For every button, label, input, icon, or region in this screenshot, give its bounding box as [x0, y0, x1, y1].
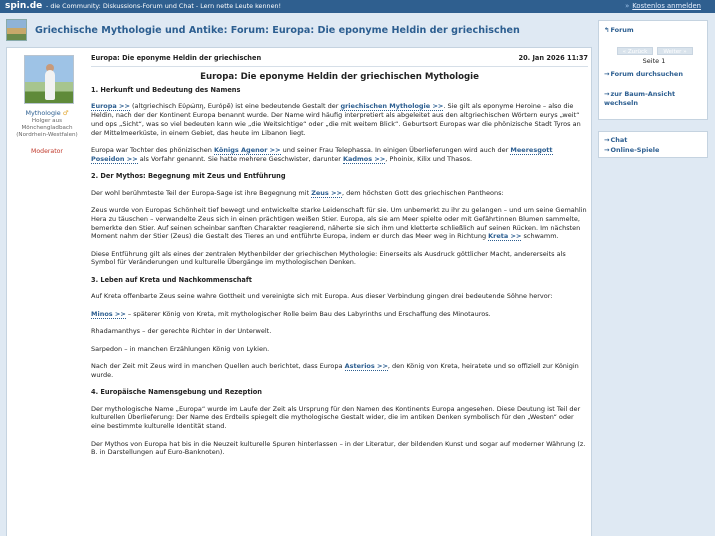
link-kadmos[interactable]: Kadmos >> — [342, 154, 386, 163]
paragraph: Sarpedon – in manchen Erzählungen König von Lykien. — [91, 344, 270, 353]
link-asterios[interactable]: Asterios >> — [344, 361, 388, 370]
section-heading: 4. Europäische Namensgebung und Rezeption — [91, 388, 262, 397]
section-heading: 2. Der Mythos: Begegnung mit Zeus und Entführung — [91, 172, 286, 180]
paragraph: Europa war Tochter des phönizischen Königs Agenor >> und seiner Frau Telephassa. In einigen Überlieferungen wird auch der Meeresgott Poseidon >> als Vorfahr genannt. Sie hatte mehrere Geschwister, darunter Kadmos >>, Phoinix, Kilix und Thasos. — [91, 145, 553, 163]
post-title: Europa: Die eponyme Heldin der griechischen Mythologie — [200, 72, 479, 82]
post-header — [91, 53, 588, 67]
forum-thumbnail[interactable] — [6, 19, 27, 41]
breadcrumb-topic: Europa: Die eponyme Heldin der griechischen — [272, 25, 520, 36]
page-indicator: Seite 1 — [642, 57, 666, 65]
prev-page-button[interactable]: « Zurück — [617, 47, 653, 55]
site-logo[interactable]: spin.de — [5, 1, 43, 11]
breadcrumb-forum-name[interactable]: Griechische Mythologie und Antike: — [35, 25, 228, 36]
paragraph: Auf Kreta offenbarte Zeus seine wahre Gottheit und vereinigte sich mit Europa. Aus dieser Verbindung gingen drei bedeutende Söhne hervor: — [91, 292, 553, 301]
arrow-icon: → — [604, 136, 610, 144]
forum-nav-box — [598, 20, 708, 120]
link-poseidon[interactable]: Meeresgott Poseidon >> — [91, 145, 553, 163]
gender-icon: ♂ — [62, 109, 69, 117]
link-zeus[interactable]: Zeus >> — [311, 188, 342, 197]
post-container — [6, 47, 592, 536]
arrow-icon: → — [604, 90, 610, 98]
pager — [617, 47, 693, 55]
paragraph: Der wohl berühmteste Teil der Europa-Sage ist ihre Begegnung mit Zeus >>, dem höchsten Gott des griechischen Pantheons: — [91, 188, 504, 197]
chat-link[interactable]: →Chat — [604, 136, 628, 144]
paragraph: Nach der Zeit mit Zeus wird in manchen Quellen auch berichtet, dass Europa Asterios >>, den König von Kreta, heiratete und so offiziell zur Königin wurde. — [91, 361, 579, 379]
link-griechische-mythologie[interactable]: griechischen Mythologie >> — [340, 102, 444, 111]
post-subject: Europa: Die eponyme Heldin der griechischen — [91, 54, 262, 62]
tree-view-link[interactable]: →zur Baum-Ansicht wechseln — [604, 90, 676, 107]
author-name[interactable] — [7, 109, 87, 117]
next-page-button[interactable]: Weiter » — [657, 47, 693, 55]
top-bar — [0, 0, 715, 13]
paragraph: Rhadamanthys – der gerechte Richter in der Unterwelt. — [91, 327, 272, 336]
link-agenor[interactable]: Königs Agenor >> — [213, 145, 281, 154]
author-role: Moderator — [31, 148, 63, 155]
breadcrumb: Griechische Mythologie und Antike: Forum: Europa: Die eponyme Heldin der griechischen — [35, 25, 520, 36]
post-date: 20. Jan 2026 11:37 — [518, 54, 588, 62]
breadcrumb-forum[interactable]: Forum — [230, 25, 266, 36]
link-minos[interactable]: Minos >> — [91, 309, 126, 318]
section-heading: 1. Herkunft und Bedeutung des Namens — [91, 85, 241, 94]
forum-link[interactable]: ↰Forum — [604, 26, 634, 34]
paragraph: Der Mythos von Europa hat bis in die Neuzeit kulturelle Spuren hinterlassen – in der Literatur, der bildenden Kunst und sogar auf moderner Währung (z. B. in Darstellungen auf Euro-Banknoten). — [91, 439, 586, 457]
author-username: Mythologie — [25, 109, 61, 117]
arrow-icon: → — [604, 70, 610, 78]
online-games-link[interactable]: →Online-Spiele — [604, 146, 660, 154]
author-panel — [7, 48, 87, 536]
login-link[interactable] — [625, 0, 701, 13]
arrow-icon: ↰ — [604, 26, 610, 34]
arrow-icon: → — [604, 146, 610, 154]
paragraph: Der mythologische Name „Europa“ wurde im Laufe der Zeit als Ursprung für den Namen des Kontinents Europa angesehen. Diese Deutung ist Teil der kulturellen Überlieferung: Der Name des Erdteils spiegelt die mythologische Gestalt wider, die im antiken Denken symbolisch für den „Westen“ oder eine bestimmte kulturelle Identität stand. — [91, 404, 581, 431]
site-tagline: - die Community: Diskussions-Forum und Chat - Lern nette Leute kennen! — [46, 2, 282, 10]
community-box — [598, 131, 708, 158]
paragraph: Europa >> (altgriechisch Εὐρώπη, Európē) ist eine bedeutende Gestalt der griechischen Mythologie >>. Sie gilt als eponyme Heroine – also die Heldin, nach der der Kontinent Europa benannt wurde. Der Name wird häufig interpretiert als abgeleitet aus den altgriechischen Wörtern eurys „weit“ und ops „Sicht“, was so viel bedeuten kann wie „die Weitsichtige“ oder „die mit weitem Blick“. Geburtsort Europas war die phönizische Stadt Tyros an der Mittelmeerküste, in einem Gebiet, das heute im Libanon liegt. — [91, 102, 581, 137]
post-body — [91, 53, 588, 466]
link-europa[interactable]: Europa >> — [91, 102, 130, 111]
section-heading: 3. Leben auf Kreta und Nachkommenschaft — [91, 275, 252, 284]
paragraph: Diese Entführung gilt als eines der zentralen Mythenbilder der griechischen Mythologie: Einerseits als Ausdruck göttlicher Macht, andererseits als Symbol für Veränderungen und kulturelle Übergänge im mythologischen Denken. — [91, 249, 566, 267]
paragraph: Minos >> – späterer König von Kreta, mit mythologischer Rolle beim Bau des Labyrinths und Erschaffung des Minotauros. — [91, 309, 491, 318]
avatar[interactable] — [24, 55, 74, 104]
login-label: Kostenlos anmelden — [632, 2, 701, 10]
author-location: Holger aus Mönchengladbach (Nordrhein-Westfalen) — [16, 118, 78, 138]
link-kreta[interactable]: Kreta >> — [488, 232, 522, 241]
paragraph: Zeus wurde von Europas Schönheit tief bewegt und entwickelte starke Leidenschaft für sie. Um unbemerkt zu ihr zu gelangen – und um seine Gemahlin Hera zu täuschen – verwandelte Zeus sich in einen prächtigen weißen Stier. Europa, als sie am Meer spielte oder mit Gefährtinnen Blumen sammelte, bemerkte den Stier. Auf seinen scheinbar sanften Charakter reagierend, näherte sie sich ihm und kletterte schließlich auf seinen Rücken. Im nächsten Moment nahm der Stier (Zeus) die Gestalt des Tieres an und entführte Europa, indem er durch das Meer weg in Richtung Kreta >> schwamm. — [91, 206, 587, 241]
forum-header — [0, 14, 592, 45]
search-forum-link[interactable]: →Forum durchsuchen — [604, 70, 683, 78]
arrow-icon: » — [625, 2, 630, 10]
